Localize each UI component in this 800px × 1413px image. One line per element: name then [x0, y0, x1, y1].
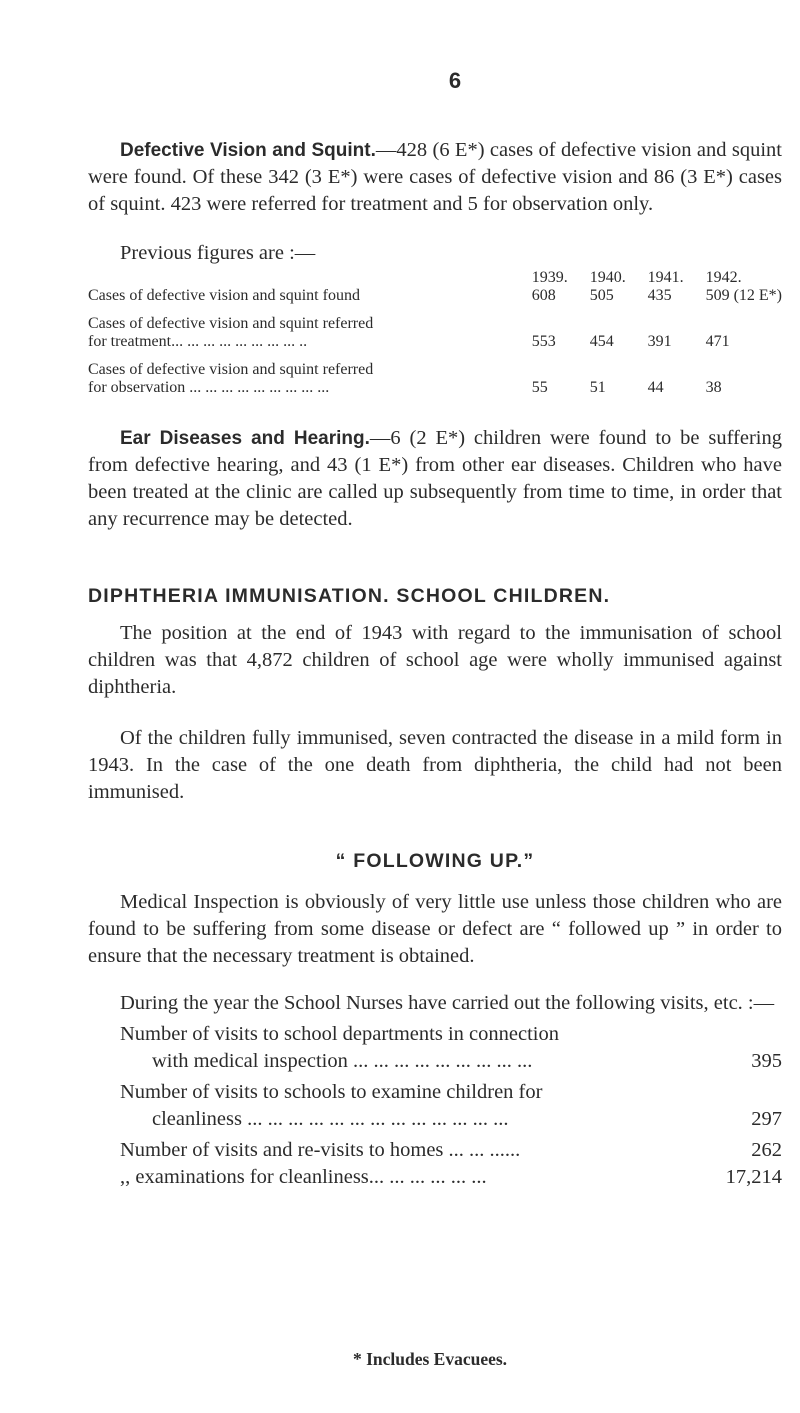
- row-value: 391: [647, 333, 672, 350]
- row-value: 608: [531, 287, 556, 304]
- row-value: 51: [589, 379, 606, 396]
- diphtheria-para-1: The position at the end of 1943 with regard to the immunisation of school children was that 4,872 children of school age were wholly immunised against diphtheria.: [88, 622, 782, 698]
- visit-item: [88, 1079, 782, 1133]
- diphtheria-heading: DIPHTHERIA IMMUNISATION. SCHOOL CHILDREN.: [88, 585, 611, 607]
- visit-item: [88, 1164, 782, 1191]
- visit-line: [88, 1048, 782, 1075]
- row-label-cont: for observation ... ... ... ... ... ... ... ... ...: [88, 379, 330, 396]
- visit-label: ,, examinations for cleanliness... ... ... ... ... ...: [120, 1166, 487, 1188]
- figures-row-treatment-label: [88, 305, 782, 333]
- row-value: 471: [705, 333, 730, 350]
- row-label: Cases of defective vision and squint found: [88, 287, 360, 304]
- figures-row-observation: [88, 379, 782, 397]
- visit-value: 297: [751, 1108, 782, 1130]
- visit-item: [88, 1021, 782, 1075]
- vision-heading: Defective Vision and Squint.: [120, 140, 376, 161]
- ear-text: —6 (2 E*) children were found to be suffering from defective hearing, and 43 (1 E*) from other ear diseases. Children who have been treated at the clinic are called up subsequently from time to time, in order that any recurrence may be detected.: [88, 427, 782, 530]
- visit-label: with medical inspection ... ... ... ... ... ... ... ... ...: [152, 1050, 533, 1072]
- row-value: 44: [647, 379, 664, 396]
- visit-value: 17,214: [725, 1166, 782, 1188]
- row-value: 454: [589, 333, 614, 350]
- figures-header-row: [88, 269, 782, 287]
- figures-row-found: [88, 287, 782, 305]
- row-value: 435: [647, 287, 672, 304]
- following-up-para-2: During the year the School Nurses have carried out the following visits, etc. :—: [120, 992, 775, 1014]
- visit-label: Number of visits and re-visits to homes ... ... ......: [120, 1139, 521, 1161]
- figures-row-observation-label: [88, 351, 782, 379]
- previous-figures-intro: Previous figures are :—: [120, 242, 316, 264]
- vision-paragraph: [88, 137, 782, 218]
- year-header: 1940.: [589, 269, 626, 286]
- page-number: 6: [448, 68, 462, 93]
- row-value: 55: [531, 379, 548, 396]
- visit-line: Number of visits to schools to examine children for: [120, 1081, 543, 1103]
- visit-line: Number of visits to school departments in connection: [120, 1023, 559, 1045]
- visit-line: [88, 1106, 782, 1133]
- visit-value: 262: [751, 1139, 782, 1161]
- row-value: 38: [705, 379, 722, 396]
- row-value: 553: [531, 333, 556, 350]
- row-label-cont: for treatment... ... ... ... ... ... ... ... ..: [88, 333, 308, 350]
- row-label: Cases of defective vision and squint referred: [88, 361, 374, 378]
- page-content: [88, 137, 782, 1191]
- visit-value: 395: [751, 1050, 782, 1072]
- ear-paragraph: [88, 425, 782, 533]
- previous-figures-table: [88, 269, 782, 397]
- vision-text: —428 (6 E*) cases of defective vision and squint were found. Of these 342 (3 E*) were cases of defective vision and 86 (3 E*) cases of squint. 423 were referred for treatment and 5 for observation only.: [88, 139, 782, 215]
- year-header: 1942.: [705, 269, 742, 286]
- following-up-heading: “ FOLLOWING UP.”: [335, 850, 535, 872]
- following-up-para-1: Medical Inspection is obviously of very little use unless those children who are found to be suffering from some disease or defect are “ followed up ” in order to ensure that the necessary treatment is obtained.: [88, 891, 782, 967]
- year-header: 1941.: [647, 269, 684, 286]
- visit-label: cleanliness ... ... ... ... ... ... ... ... ... ... ... ... ...: [152, 1108, 509, 1130]
- row-label: Cases of defective vision and squint referred: [88, 315, 374, 332]
- footnote: * Includes Evacuees.: [352, 1349, 508, 1369]
- visit-item: [88, 1137, 782, 1164]
- figures-row-treatment: [88, 333, 782, 351]
- ear-heading: Ear Diseases and Hearing.: [120, 428, 370, 449]
- year-header: 1939.: [531, 269, 568, 286]
- row-value: 509 (12 E*): [705, 287, 782, 304]
- diphtheria-para-2: Of the children fully immunised, seven contracted the disease in a mild form in 1943. In the case of the one death from diphtheria, the child had not been immunised.: [88, 727, 782, 803]
- visits-list: [88, 1021, 782, 1191]
- row-value: 505: [589, 287, 614, 304]
